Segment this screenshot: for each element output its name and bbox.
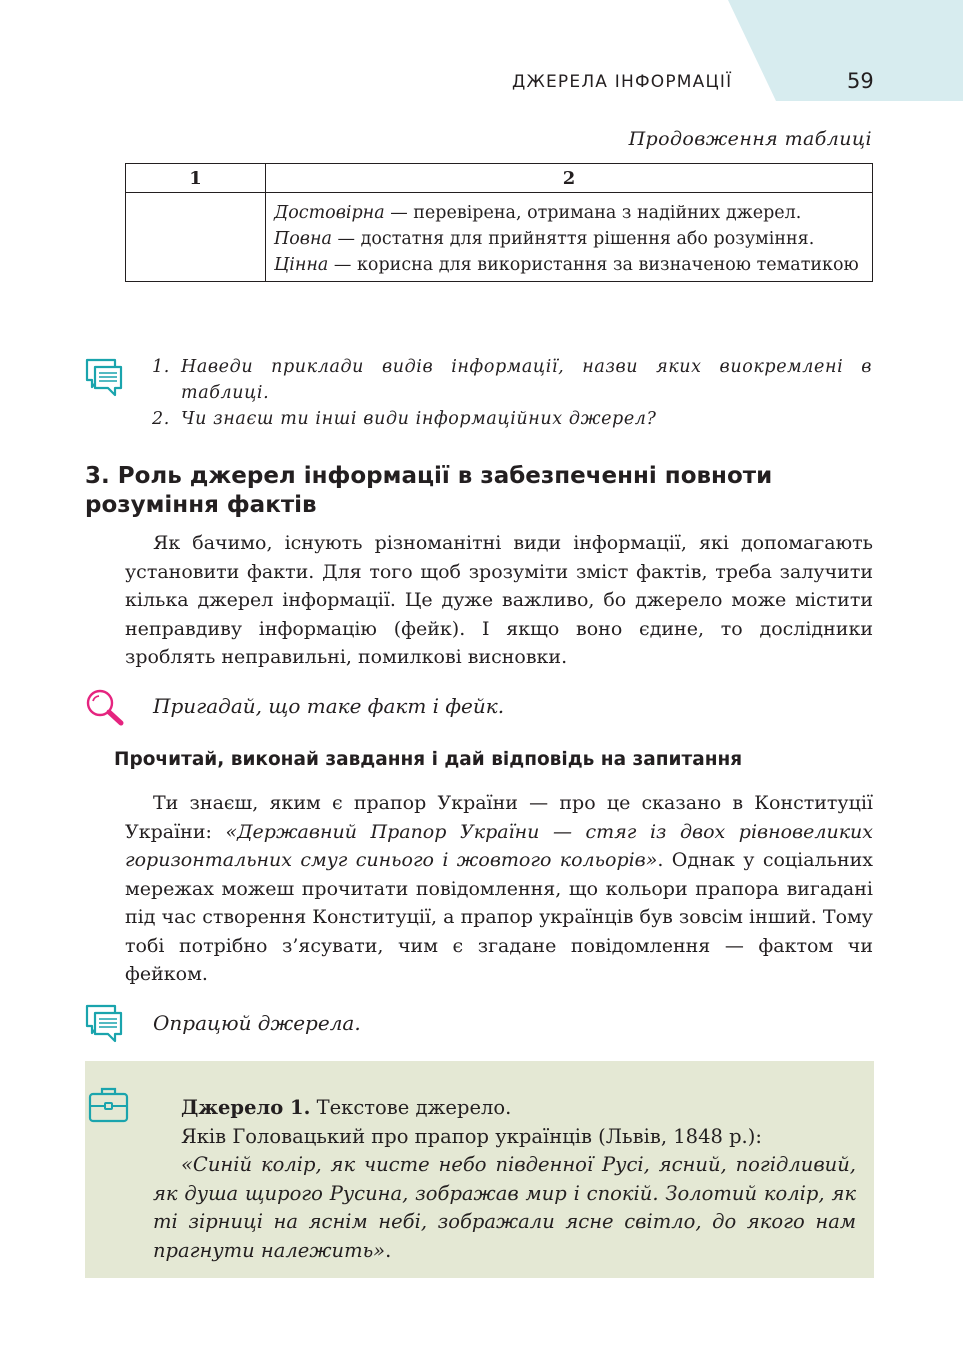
- definition-item: [274, 252, 864, 278]
- question-number: 2.: [152, 409, 170, 429]
- page-corner-decoration: [0, 0, 963, 110]
- list-item: [152, 354, 872, 406]
- briefcase-icon: [88, 1086, 130, 1124]
- list-item: [152, 406, 872, 432]
- task-heading: Прочитай, виконай завдання і дай відповідь на запитання: [114, 749, 743, 770]
- task-paragraph: [125, 789, 873, 989]
- table-cell-col-2: [266, 193, 873, 282]
- table-header-col-2: 2: [266, 164, 873, 193]
- source-1: [153, 1094, 856, 1265]
- table-header-col-1: 1: [126, 164, 266, 193]
- section-title: 3. Роль джерел інформації в забезпеченні повноти розуміння фактів: [85, 463, 773, 518]
- definition-term: Повна: [274, 229, 332, 249]
- magnifier-icon: [84, 688, 126, 728]
- definition-text: — корисна для використання за визначеною тематикою: [328, 255, 859, 275]
- task-text-start: Ти знаєш, яким є прапор України — про це сказано в Конституції України:: [125, 792, 873, 843]
- definition-text: — перевірена, отримана з надійних джерел.: [384, 203, 802, 223]
- definition-item: [274, 200, 864, 226]
- definition-text: — достатня для прийняття рішення або розуміння.: [331, 229, 815, 249]
- table-cell-col-1: [126, 193, 266, 282]
- source-quote-end: .: [385, 1238, 392, 1262]
- source-quote-block: [153, 1151, 856, 1265]
- table-header-row: [126, 164, 873, 193]
- section-paragraph: Як бачимо, існують різноманітні види інформації, які допомагають установити факти. Для того щоб зрозуміти зміст фактів, треба залучити кілька джерел інформації. Це дуже важливо, бо джерело може містити неправдиву інформацію (фейк). І якщо воно єдине, то дослідники зроблять неправильні, помилкові висновки.: [125, 532, 873, 668]
- table-continuation-caption: Продовження таблиці: [628, 128, 872, 150]
- discussion-questions: [152, 354, 872, 432]
- source-label: Джерело 1.: [181, 1096, 311, 1119]
- information-properties-table: [125, 163, 873, 282]
- process-prompt: Опрацюй джерела.: [153, 1011, 361, 1035]
- question-number: 1.: [152, 357, 170, 377]
- definition-term: Достовірна: [274, 203, 385, 223]
- definition-item: [274, 226, 864, 252]
- chat-bubble-icon: [84, 358, 124, 398]
- definition-term: Цінна: [274, 255, 329, 275]
- source-heading: [153, 1094, 856, 1123]
- task-text-end: . Однак у соціальних мережах можеш прочитати повідомлення, що кольори прапора вигадані під час створення Конституції, а прапор українців був зовсім інший. Тому тобі потрібно з’ясувати, чим є згадане повідомлення — фактом чи фейком.: [125, 849, 874, 985]
- question-text: Наведи приклади видів інформації, назви яких виокремлені в таблиці.: [181, 357, 872, 403]
- page-number: 59: [847, 69, 874, 93]
- constitution-quote: «Державний Прапор України — стяг із двох рівновеликих горизонтальних смуг синього і жовтого кольорів»: [125, 820, 873, 871]
- question-text: Чи знаєш ти інші види інформаційних джерел?: [181, 409, 657, 429]
- source-quote: «Синій колір, як чисте небо південної Русі, ясний, погідливий, як душа щирого Русина, зображав мир і спокій. Золотий колір, як ті зірниці на яснім небі, зображали ясне світло, до якого нам прагнути належить»: [153, 1153, 856, 1262]
- recall-prompt: Пригадай, що таке факт і фейк.: [153, 694, 505, 718]
- source-attribution: Яків Головацький про прапор українців (Львів, 1848 р.):: [181, 1124, 762, 1148]
- chat-bubble-icon: [84, 1004, 124, 1044]
- source-type: Текстове джерело.: [310, 1096, 512, 1119]
- table-row: [126, 193, 873, 282]
- running-title: ДЖЕРЕЛА ІНФОРМАЦІЇ: [512, 72, 733, 92]
